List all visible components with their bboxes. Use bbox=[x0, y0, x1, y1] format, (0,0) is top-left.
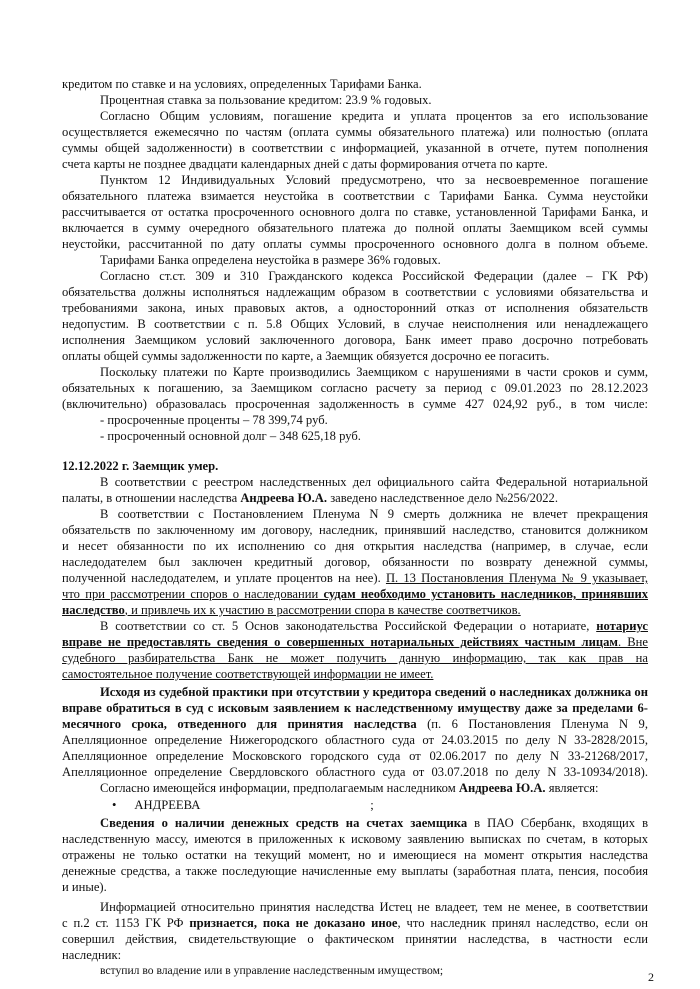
text-line: совершил действия, свидетельствующие о фактическом принятии наследства, в частности если bbox=[62, 932, 648, 946]
list-item: - просроченные проценты – 78 399,74 руб. bbox=[100, 413, 328, 427]
text-line: вправе не предоставлять сведения о совершенных нотариальных действиях частным лицам. Вне bbox=[62, 635, 649, 649]
text-line: (включительно) образовалась просроченная задолженность в сумме 427 024,92 руб., в том числе: bbox=[62, 397, 648, 411]
text-line: вправе обратиться в суд с исковым заявлением к наследственному имуществу даже за пределами 6- bbox=[62, 701, 648, 715]
text-line: неустойки, рассчитанной по дату оплаты суммы просроченного основного долга в полном объеме. bbox=[62, 237, 648, 251]
text-line: Тарифами Банка определена неустойка в размере 36% годовых. bbox=[100, 253, 441, 267]
underlined-reference: П. 13 Постановления Пленума № 9 указывает, bbox=[385, 571, 648, 585]
text-line: наследник: bbox=[62, 948, 122, 962]
text-line: кредитом по ставке и на условиях, определенных Тарифами Банка. bbox=[62, 77, 422, 91]
bullet-icon: • bbox=[112, 798, 117, 812]
text-line: Апелляционное определение Московского городского суда от 02.06.2017 по делу N 33-21268/2017, bbox=[62, 749, 648, 763]
text-line: Пунктом 12 Индивидуальных Условий предусмотрено, что за несвоевременное погашение bbox=[100, 173, 648, 187]
text-line: что при рассмотрении споров о наследовании судам необходимо установить наследников, принявших bbox=[62, 587, 649, 601]
text-line: Согласно ст.ст. 309 и 310 Гражданского кодекса Российской Федерации (далее – ГК РФ) bbox=[100, 269, 648, 283]
text-line: судебного разбирательства Банк не может получить данную информацию, так как прав на bbox=[62, 651, 648, 665]
text-line: обязательного платежа взимается неустойка в соответствии с Тарифами Банка. Сумма неустойки bbox=[62, 189, 648, 203]
text-line: вступил во владение или в управление наследственным имуществом; bbox=[100, 964, 444, 977]
text-line: рассчитывается от остатка просроченного основного долга по ставке, установленной Тарифами Банка, и bbox=[62, 205, 648, 219]
text-line: Апелляционное определение Свердловского областного суда от 03.07.2018 по делу N 33-10934/2018). bbox=[62, 765, 648, 779]
text-line: наследодателем был заключен кредитный договор, обязанности по возврату денежной суммы, bbox=[62, 555, 648, 569]
text-line: исполнения Заемщиком условий заключенного договора, Банк имеет право досрочно потребовать bbox=[62, 333, 648, 347]
text-line: Поскольку платежи по Карте производились Заемщиком с нарушениями в части сроков и сумм, bbox=[100, 365, 648, 379]
text-line: требованиями закона, иных правовых актов, а односторонний отказ от исполнения обязательств bbox=[62, 301, 648, 315]
list-item: - просроченный основной долг – 348 625,18 руб. bbox=[100, 429, 361, 443]
text-line: отражены не только остатки на текущий момент, но и имеющиеся на момент открытия наследства bbox=[62, 848, 648, 862]
section-heading: 12.12.2022 г. Заемщик умер. bbox=[62, 459, 219, 473]
text-line: Информацией относительно принятия наследства Истец не владеет, тем не менее, в соответствии bbox=[100, 900, 648, 914]
heir-list-item: • АНДРЕЕВА ; bbox=[112, 798, 374, 812]
text-line: обязательных к погашению, за Заемщиком согласно расчету за период с 09.01.2023 по 28.12.2023 bbox=[62, 381, 648, 395]
text-line: и иные). bbox=[62, 880, 107, 894]
text-line: осуществляется ежемесячно по частям (оплата суммы обязательного платежа) или полностью (оплата bbox=[62, 125, 648, 139]
text-line: Процентная ставка за пользование кредитом: 23.9 % годовых. bbox=[100, 93, 432, 107]
text-line: Исходя из судебной практики при отсутствии у кредитора сведений о наследниках должника он bbox=[100, 685, 648, 699]
text-line: Согласно Общим условиям, погашение кредита и уплата процентов за его использование bbox=[100, 109, 648, 123]
text-line: Апелляционное определение Нижегородского областного суда от 24.03.2015 по делу N 33-2828/2015, bbox=[62, 733, 648, 747]
text-line: с п.2 ст. 1153 ГК РФ признается, пока не доказано иное, что наследник принял наследство, если он bbox=[62, 916, 648, 930]
text-line: обязательств по заключенному им договору, наследник, принявший наследство, становится должником bbox=[62, 523, 648, 537]
text-line: недопустим. В соответствии с п. 5.8 Общих Условий, в случае неисполнения или ненадлежащего bbox=[62, 317, 648, 331]
text-line: палаты, в отношении наследства Андреева Ю.А. заведено наследственное дело №256/2022. bbox=[62, 491, 558, 505]
text-line: полученной наследодателем, и уплате процентов на нее). П. 13 Постановления Пленума № 9 указывает, bbox=[62, 571, 648, 585]
text-line: В соответствии со ст. 5 Основ законодательства Российской Федерации о нотариате, нотариус bbox=[100, 619, 648, 633]
text-line: В соответствии с реестром наследственных дел официального сайта Федеральной нотариальной bbox=[100, 475, 648, 489]
text-line: и несет обязанности по их исполнению со дня открытия наследства (например, в случае, если bbox=[62, 539, 648, 553]
text-line: обязательства должны исполняться надлежащим образом в соответствии с условиями обязательства и bbox=[62, 285, 648, 299]
text-line: наследство, и привлечь их к участию в рассмотрении спора в качестве соответчиков. bbox=[62, 603, 521, 617]
text-line: Согласно имеющейся информации, предполагаемым наследником Андреева Ю.А. является: bbox=[100, 781, 599, 795]
text-line: наследственную массу, имеются в приложенных к исковому заявлению выписках по счетам, в которых bbox=[62, 832, 648, 846]
text-line: оплаты общей суммы задолженности по карте, а Заемщик обязуется досрочно ее погасить. bbox=[62, 349, 550, 363]
text-line: Сведения о наличии денежных средств на счетах заемщика в ПАО Сбербанк, входящих в bbox=[100, 816, 649, 830]
text-line: включается в сумму очередного обязательного платежа до полной оплаты Заемщиком всей суммы bbox=[62, 221, 648, 235]
text-line: самостоятельное получение соответствующей информации не имеет. bbox=[62, 667, 434, 681]
page-number: 2 bbox=[648, 970, 654, 984]
heir-name: Андреева Ю.А. bbox=[458, 781, 546, 795]
text-line: суммы общей задолженности) в соответствии с информацией, указанной в отчете, путем пополнения bbox=[62, 141, 648, 155]
deceased-name: Андреева Ю.А. bbox=[240, 491, 328, 505]
text-line: денежные средства, а также последующие начисленные ему выплаты (заработная плата, пенсия, пособия bbox=[62, 864, 648, 878]
text-line: В соответствии с Постановлением Пленума N 9 смерть должника не влечет прекращения bbox=[100, 507, 648, 521]
text-line: месячного срока, отведенного для принятия наследства (п. 6 Постановления Пленума N 9, bbox=[62, 717, 648, 731]
text-line: счета карты не позднее двадцати календарных дней с даты формирования отчета по карте. bbox=[62, 157, 548, 171]
